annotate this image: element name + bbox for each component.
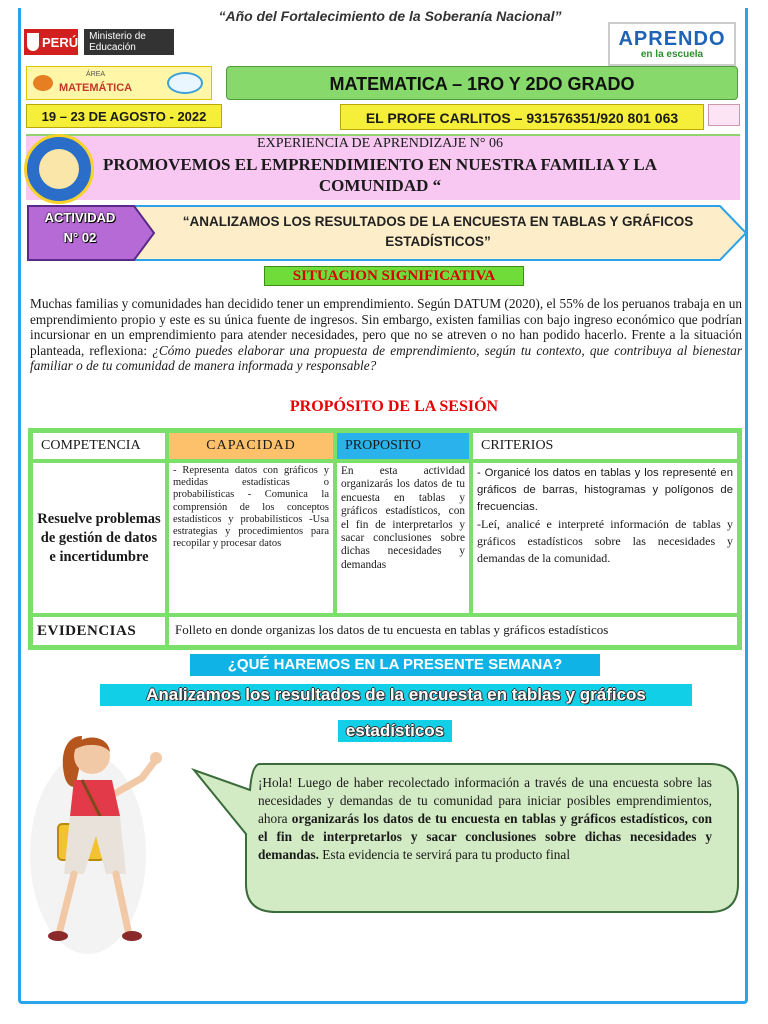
situation-text: Muchas familias y comunidades han decidido tener un emprendimiento. Según DATUM (2020), el 55% de los peruanos trabaja en un emprendimiento propio y este es su única fuente de ingresos. Sin embargo, existen familias con bajo ingreso económico que podrían incursionar en un emprendimiento para atender necesidades, pero que no se atreven o no han podido hacerlo. Frente a la situación planteada, reflexiona: ¿Cómo puedes elaborar una propuesta de emprendimiento, según tu contexto, que contribuya al bienestar familiar o de tu comunidad de manera informada y responsable?	[30, 296, 742, 373]
situation-heading: SITUACION SIGNIFICATIVA	[264, 266, 524, 286]
header-proposito: PROPOSITO	[335, 431, 471, 461]
experience-title: PROMOVEMOS EL EMPRENDIMIENTO EN NUESTRA FAMILIA Y LA COMUNIDAD “	[103, 155, 657, 195]
stamp-face-icon	[39, 149, 79, 189]
area-logo	[26, 66, 212, 100]
week-heading: ¿QUÉ HAREMOS EN LA PRESENTE SEMANA?	[190, 654, 600, 676]
area-name: MATEMÁTICA	[59, 81, 133, 94]
brand-sub: en la escuela	[640, 49, 704, 60]
grade-title: MATEMATICA – 1RO Y 2DO GRADO	[226, 66, 738, 100]
ministry-logo	[24, 18, 174, 66]
proposito-cell: En esta actividad organizarás los datos de tu encuesta en tablas y gráficos estadísticos, con el fin de interpretarlos y sacar conclusiones sobre dichas necesidades y demandas	[335, 461, 471, 615]
experience-number: EXPERIENCIA DE APRENDIZAJE N° 06	[257, 136, 503, 151]
ministry-name: Ministerio de Educación	[84, 29, 174, 55]
week-topic-line1: Analizamos los resultados de la encuesta en tablas y gráficos	[100, 684, 692, 706]
teacher-info: EL PROFE CARLITOS – 931576351/920 801 063	[340, 104, 704, 130]
bubble-text: ¡Hola! Luego de haber recolectado información a través de una encuesta sobre las necesidades y demandas de tu comunidad para iniciar posibles emprendimientos, ahora organizarás los datos de tu encuesta en tablas y gráficos estadísticos, con el fin de interpretarlos y sacar conclusiones sobre dichas necesidades y demandas. Esta evidencia te servirá para tu producto final	[258, 775, 712, 862]
purpose-heading: PROPÓSITO DE LA SESIÓN	[289, 398, 499, 415]
aprendo-logo	[608, 22, 736, 66]
peru-flag-icon: PERÚ	[24, 29, 78, 55]
header-capacidad: CAPACIDAD	[167, 431, 335, 461]
header-competencia: COMPETENCIA	[31, 431, 167, 461]
capacidad-cell: - Representa datos con gráficos y medidas estadísticas o probabilísticas - Comunica la comprensión de los conceptos estadísticos y probabilísticos -Usa estrategias y procedimientos para recopilar y procesar datos	[167, 461, 335, 615]
situation-question: ¿Cómo puedes elaborar una propuesta de emprendimiento, según tu contexto, que contribuya al bienestar familiar o de tu comunidad de manera informada y responsable?	[30, 342, 742, 373]
competencia-cell: Resuelve problemas de gestión de datos e incertidumbre	[31, 461, 167, 615]
area-emblem-icon	[33, 75, 53, 91]
secondary-logo-icon	[167, 72, 203, 94]
activity-title: “ANALIZAMOS LOS RESULTADOS DE LA ENCUESTA EN TABLAS Y GRÁFICOS ESTADÍSTICOS”	[182, 214, 694, 249]
criterios-cell: - Organicé los datos en tablas y los representé en gráficos de barras, histogramas y polígonos de frecuencias. -Leí, analicé e interpreté información de tablas y gráficos estadísticos sobre las necesidades y demandas de la comunidad.	[471, 461, 739, 615]
week-topic-line2: estadísticos	[338, 720, 452, 742]
date-range: 19 – 23 DE AGOSTO - 2022	[26, 104, 222, 128]
student-illustration	[30, 724, 180, 964]
activity-label: ACTIVIDAD N° 02	[44, 210, 116, 245]
brand-main: APRENDO	[618, 28, 726, 50]
header-criterios: CRITERIOS	[471, 431, 739, 461]
area-small: ÁREA	[86, 70, 106, 78]
purpose-table	[28, 428, 742, 650]
evidencias-label: EVIDENCIAS	[31, 615, 167, 647]
profe-stamp-icon	[24, 134, 94, 204]
decorative-tab	[708, 104, 740, 126]
evidencias-cell: Folleto en donde organizas los datos de tu encuesta en tablas y gráficos estadísticos	[167, 615, 739, 647]
national-motto: “Año del Fortalecimiento de la Soberanía Nacional”	[218, 8, 562, 24]
